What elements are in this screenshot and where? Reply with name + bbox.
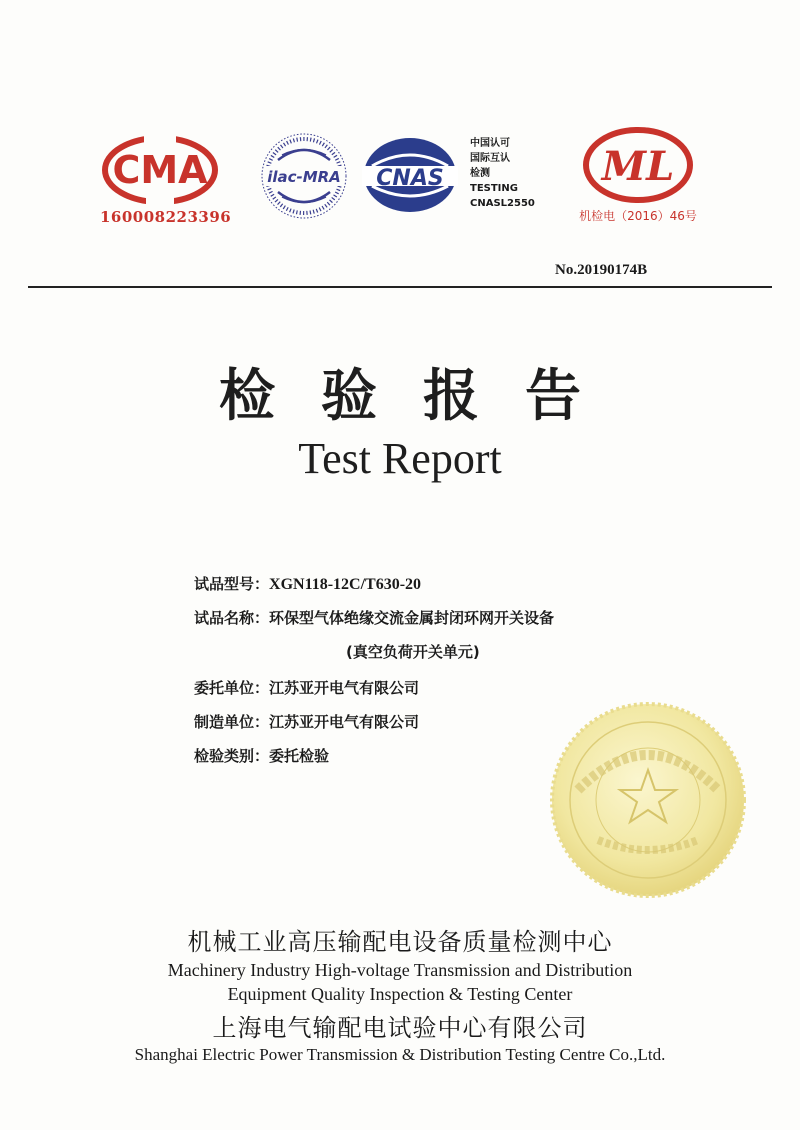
cnas-logo (362, 136, 458, 218)
official-seal (548, 700, 748, 904)
info-row-manufacturer (194, 711, 419, 732)
info-value: 江苏亚开电气有限公司 (269, 679, 420, 697)
info-row-model (194, 573, 421, 594)
cnas-caption-line: TESTING (470, 183, 518, 194)
ilac-mra-logo (258, 130, 350, 226)
info-row-test-type (194, 745, 329, 766)
ilac-mark-text: ilac-MRA (267, 168, 341, 186)
cma-mark-icon (100, 132, 220, 208)
report-number: No.20190174B (555, 262, 648, 278)
info-label: 试品型号： (194, 575, 270, 593)
cnas-mark-text: CNAS (376, 166, 444, 191)
info-value: (真空负荷开关单元) (346, 643, 480, 661)
cnas-caption-line: 中国认可 (470, 138, 510, 149)
info-row-name-sub (346, 641, 480, 662)
title-english: Test Report (298, 434, 502, 483)
cma-logo (100, 132, 232, 226)
cma-mark-text: CMA (112, 148, 208, 192)
cnas-caption-line: 检测 (470, 168, 490, 179)
info-value: 环保型气体绝缘交流金属封闭环网开关设备 (269, 609, 555, 627)
cnas-caption (470, 136, 535, 211)
cnas-mark-icon (362, 136, 458, 214)
ml-caption: 机检电（2016）46号 (579, 209, 697, 223)
issuer-en-line1: Machinery Industry High-voltage Transmission and Distribution (167, 960, 633, 980)
info-row-name (194, 607, 554, 628)
issuer-cn: 机械工业高压输配电设备质量检测中心 (187, 928, 613, 956)
ilac-globe-icon (258, 130, 350, 222)
testing-centre-cn: 上海电气输配电试验中心有限公司 (212, 1014, 588, 1042)
header-divider (28, 286, 772, 288)
issuer-en-line2: Equipment Quality Inspection & Testing Center (227, 984, 573, 1004)
testing-centre-en: Shanghai Electric Power Transmission & Distribution Testing Centre Co.,Ltd. (134, 1045, 666, 1064)
ml-mark-icon (578, 124, 698, 206)
cnas-caption-line: 国际互认 (470, 153, 510, 164)
info-label: 检验类别： (194, 747, 270, 765)
title-chinese: 检验报告 (219, 364, 627, 429)
info-label: 试品名称： (194, 609, 270, 627)
ml-logo (578, 124, 698, 223)
info-row-client (194, 677, 419, 698)
info-value: 江苏亚开电气有限公司 (269, 713, 420, 731)
cnas-caption-line: CNASL2550 (470, 198, 535, 209)
ml-mark-text: ML (601, 143, 675, 190)
info-label: 委托单位： (194, 679, 270, 697)
info-label: 制造单位： (194, 713, 270, 731)
cma-number: 160008223396 (100, 208, 232, 226)
seal-icon (548, 700, 748, 900)
info-value: XGN118-12C/T630-20 (269, 576, 422, 593)
info-value: 委托检验 (269, 747, 330, 765)
